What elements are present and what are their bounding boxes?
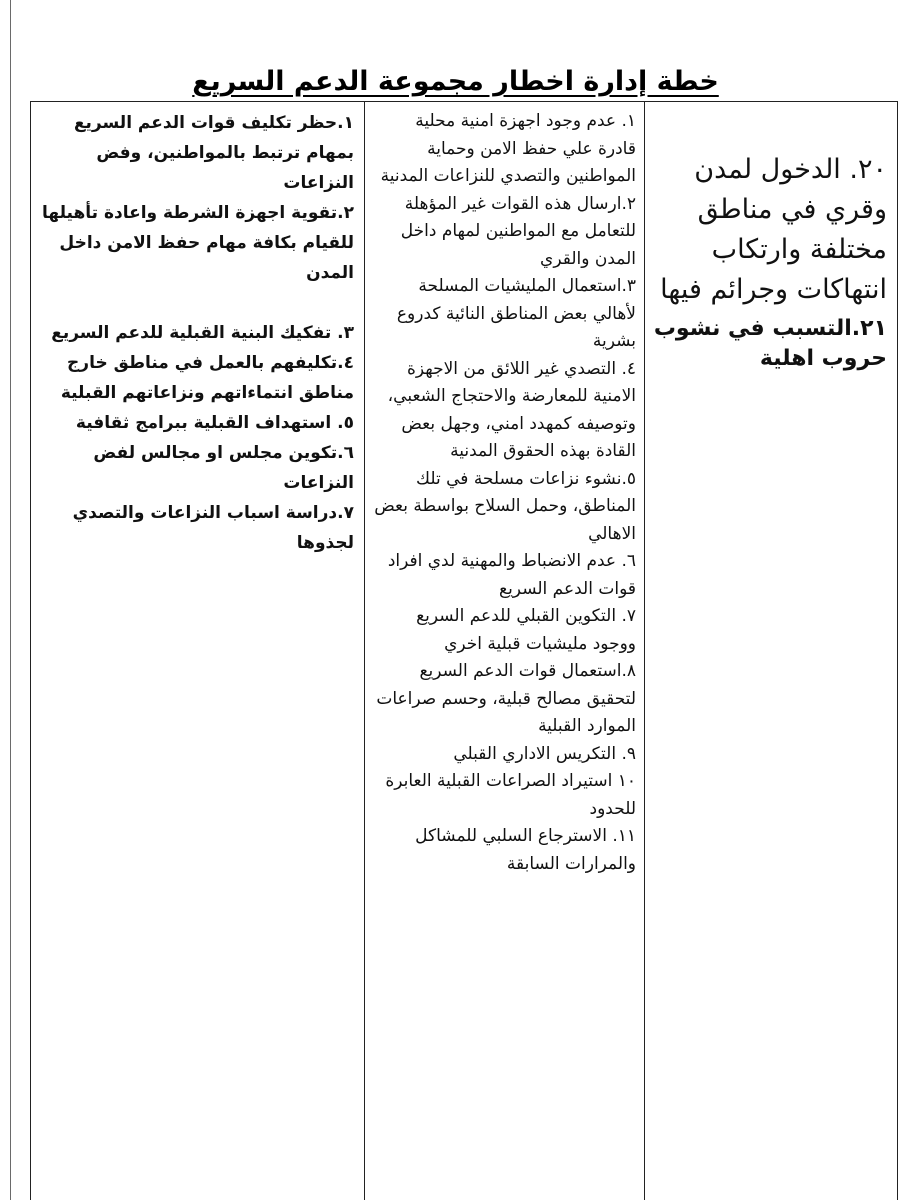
risk-item-20: ٢٠. الدخول لمدن وقري في مناطق مختلفة وارتكاب انتهاكات وجرائم فيها bbox=[660, 154, 887, 305]
measure-item: ٢.تقوية اجهزة الشرطة واعادة تأهيلها للقيام بكافة مهام حفظ الامن داخل المدن bbox=[42, 203, 354, 283]
cause-item: ٩. التكريس الاداري القبلي bbox=[453, 743, 636, 764]
measure-item: ٧.دراسة اسباب النزاعات والتصدي لجذوها bbox=[72, 503, 354, 553]
measure-item: ٦.تكوين مجلس او مجالس لفض النزاعات bbox=[93, 443, 354, 493]
cause-item: ٧. التكوين القبلي للدعم السريع ووجود مليشيات قبلية اخري bbox=[416, 606, 636, 654]
page-edge-line bbox=[10, 0, 11, 1200]
cause-item: ١. عدم وجود اجهزة امنية محلية قادرة علي حفظ الامن وحماية المواطنين والتصدي للنزاعات المدنية bbox=[380, 111, 636, 186]
causes-column bbox=[364, 102, 644, 1200]
page-title: خطة إدارة اخطار مجموعة الدعم السريع bbox=[192, 66, 719, 97]
cause-item: ١١. الاسترجاع السلبي للمشاكل والمرارات السابقة bbox=[415, 826, 636, 874]
risk-table bbox=[30, 101, 898, 1200]
cause-item: ٣.استعمال المليشيات المسلحة لأهالي بعض المناطق النائية كدروع بشرية bbox=[396, 276, 636, 351]
cause-item: ٤. التصدي غير اللائق من الاجهزة الامنية للمعارضة والاحتجاج الشعبي، وتوصيفه كمهدد امني، وجهل بعض القادة بهذه الحقوق المدنية bbox=[387, 358, 636, 461]
risk-column bbox=[644, 102, 898, 1200]
measure-item: ٣. تفكيك البنية القبلية للدعم السريع bbox=[51, 323, 354, 343]
cause-item: ٥.نشوء نزاعات مسلحة في تلك المناطق، وحمل السلاح بواسطة بعض الاهالي bbox=[374, 468, 636, 544]
cause-item: ٨.استعمال قوات الدعم السريع لتحقيق مصالح قبلية، وحسم صراعات الموارد القبلية bbox=[376, 661, 636, 736]
measures-column bbox=[30, 102, 364, 1200]
cause-item: ١٠ استيراد الصراعات القبلية العابرة للحدود bbox=[385, 771, 636, 819]
measure-item: ٥. استهداف القبلية ببرامج ثقافية bbox=[75, 413, 354, 433]
cause-item: ٦. عدم الانضباط والمهنية لدي افراد قوات الدعم السريع bbox=[387, 551, 636, 599]
measure-item: ٤.تكليفهم بالعمل في مناطق خارج مناطق انتماءاتهم ونزاعاتهم القبلية bbox=[60, 353, 354, 403]
cause-item: ٢.ارسال هذه القوات غير المؤهلة للتعامل مع المواطنين لمهام داخل المدن والقري bbox=[400, 193, 636, 269]
risk-item-21: ٢١.التسبب في نشوب حروب اهلية bbox=[653, 316, 887, 371]
spacer bbox=[37, 288, 354, 318]
measure-item: ١.حظر تكليف قوات الدعم السريع بمهام ترتبط بالمواطنين، وفض النزاعات bbox=[73, 113, 354, 193]
